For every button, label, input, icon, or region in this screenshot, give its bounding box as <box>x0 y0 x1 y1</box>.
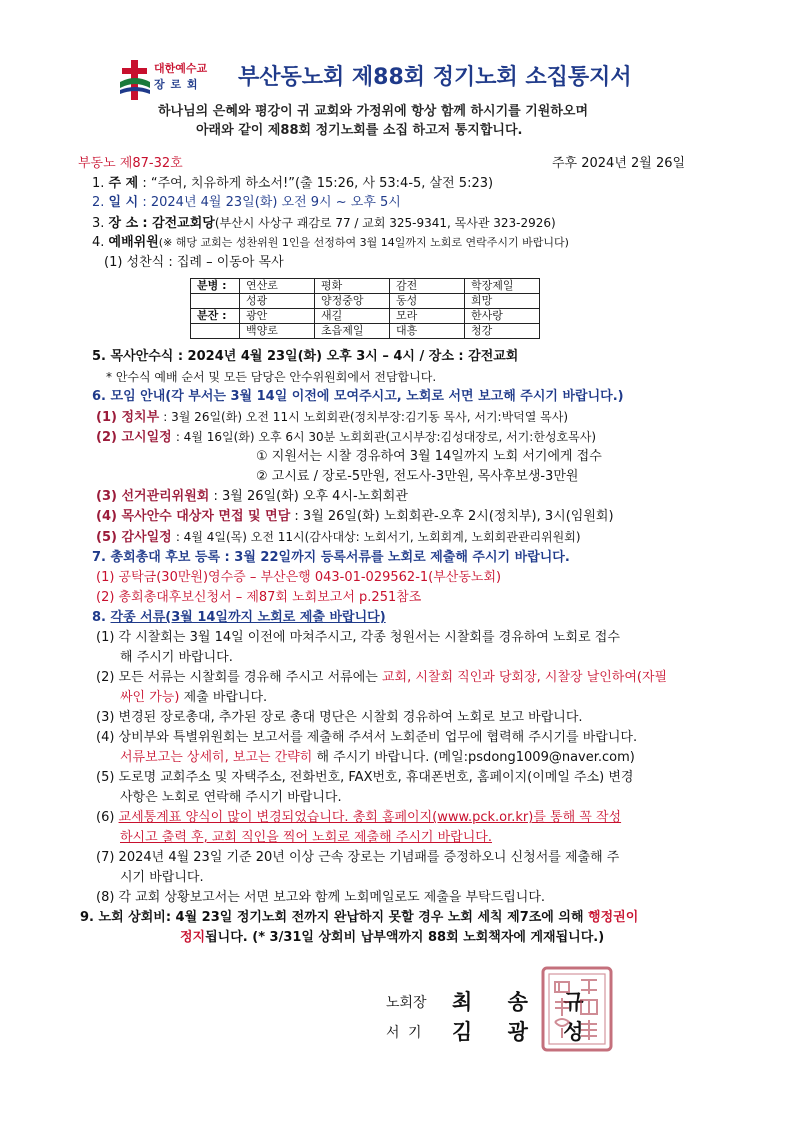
table-cell: 새길 <box>315 309 390 324</box>
clerk-title: 서 기 <box>386 1025 424 1041</box>
meeting-text: : 3월 26일(화) 노회회관-오후 2시(정치부), 3시(임원회) <box>294 509 614 524</box>
table-cell: 광안 <box>240 309 315 324</box>
name-char: 최 <box>452 989 473 1014</box>
meeting-exam <box>96 428 596 447</box>
venue-name: : 감전교회당 <box>142 216 215 231</box>
rule-emphasis: 교회, 시찰회 직인과 당회장, 시찰장 날인하여(자필 <box>381 670 668 685</box>
table-cell: 감전 <box>390 279 465 294</box>
document-rule-6b: 하시고 출력 후, 교회 직인을 찍어 노회로 제출해 주시기 바랍니다. <box>120 830 492 845</box>
issue-date: 주후 2024년 2월 26일 <box>552 156 686 171</box>
rule-emphasis: 교세통계표 양식이 많이 변경되었습니다. 총회 홈페이지(www.pck.or.kr)를 통해 꼭 작성 <box>118 810 622 825</box>
item-number: 6. <box>92 389 106 404</box>
table-row <box>191 294 540 309</box>
item-heading-detail: 3월 22일까지 등록서류를 노회로 제출해 주시기 바랍니다. <box>234 550 570 565</box>
item-label: 장 소 <box>108 216 139 231</box>
intro-line-1: 하나님의 은혜와 평강이 귀 교회와 가정위에 항상 함께 하시기를 기원하오며 <box>158 104 589 119</box>
intro-line-2: 아래와 같이 제88회 정기노회를 소집 하고저 통지합니다. <box>196 123 523 138</box>
document-rule-8: (8) 각 교회 상황보고서는 서면 보고와 함께 노회메일로도 제출을 부탁드립니다. <box>96 890 546 905</box>
meeting-label: (2) 고시일정 <box>96 430 172 445</box>
table-cell: 연산로 <box>240 279 315 294</box>
table-cell: 희망 <box>465 294 540 309</box>
venue-address: (부산시 사상구 괘감로 77 / 교회 325-9341, 목사관 323-2926) <box>214 216 556 230</box>
logo-text-line1: 대한예수교 <box>154 62 208 75</box>
item-number: 5. <box>92 349 106 364</box>
rule-emphasis: 싸인 가능) <box>120 690 180 705</box>
name-char: 성 <box>563 1019 584 1044</box>
document-title: 부산동노회 제88회 정기노회 소집통지서 <box>238 65 632 90</box>
item-8 <box>92 609 386 627</box>
name-char: 규 <box>563 989 584 1014</box>
item-2 <box>92 194 401 212</box>
candidate-requirement-1: (1) 공탁금(30만원)영수증 – 부산은행 043-01-029562-1(부산동노회) <box>96 570 502 585</box>
item-label: 일 시 <box>108 195 139 210</box>
table-row <box>191 309 540 324</box>
meeting-label: (3) 선거관리위원회 <box>96 489 210 504</box>
meeting-text: : 4월 16일(화) 오후 6시 30분 노회회관(고시부장:김성대장로, 서기:한성호목사) <box>175 430 596 444</box>
item-1 <box>92 175 493 193</box>
president-title: 노회장 <box>386 995 427 1011</box>
document-rule-6a <box>96 809 621 827</box>
item-label: 예배위원 <box>108 235 159 250</box>
name-char: 광 <box>507 1019 528 1044</box>
document-rule-5b: 사항은 노회로 연락해 주시기 바랍니다. <box>120 790 342 805</box>
denomination-logo <box>118 58 152 102</box>
table-cell: 초읍제일 <box>315 324 390 339</box>
table-cell: 동성 <box>390 294 465 309</box>
item-heading: 모임 안내(각 부서는 3월 14일 이전에 모여주시고, 노회로 서면 보고해 주시기 바랍니다.) <box>110 389 624 404</box>
communion-officiant: (1) 성찬식 : 집례 – 이동아 목사 <box>104 255 284 270</box>
meeting-label: (1) 정치부 <box>96 410 160 425</box>
item-number: 9. <box>80 910 94 925</box>
item-text: 목사안수식 : 2024년 4월 23일(화) 오후 3시 – 4시 / 장소 : 감전교회 <box>110 349 519 364</box>
item-text: 됩니다. (* 3/31일 상회비 납부액까지 88회 노회책자에 게재됩니다.) <box>205 930 605 945</box>
meeting-audit <box>96 528 581 547</box>
item-number: 4. <box>92 235 105 250</box>
rule-emphasis: 서류보고는 상세히, 보고는 간략히 <box>120 750 313 765</box>
item-note: (※ 해당 교회는 성찬위원 1인을 선정하여 3월 14일까지 노회로 연락주시기 바랍니다) <box>158 236 569 249</box>
document-rule-2a <box>96 669 667 687</box>
table-cell: 모라 <box>390 309 465 324</box>
table-cell: 백양로 <box>240 324 315 339</box>
meeting-election <box>96 488 408 506</box>
document-number: 부동노 제87-32호 <box>78 156 183 171</box>
table-header-cup: 분잔 : <box>191 309 240 324</box>
item-text: : 2024년 4월 23일(화) 오전 9시 ~ 오후 5시 <box>142 195 401 210</box>
communion-assignment-table <box>190 278 540 339</box>
ordination-note: * 안수식 예배 순서 및 모든 담당은 안수위원회에서 전담합니다. <box>106 370 437 384</box>
rule-text: (6) <box>96 810 119 825</box>
name-char: 김 <box>452 1019 473 1044</box>
document-rule-4b <box>120 749 635 767</box>
document-rule-7a: (7) 2024년 4월 23일 기준 20년 이상 근속 장로는 기념패를 증정하오니 신청서를 제출해 주 <box>96 850 620 865</box>
table-cell: 한사랑 <box>465 309 540 324</box>
item-number: 8. <box>92 610 106 625</box>
document-rule-1a: (1) 각 시찰회는 3월 14일 이전에 마쳐주시고, 각종 청원서는 시찰회를 경유하여 노회로 접수 <box>96 630 620 645</box>
item-number: 3. <box>92 216 105 231</box>
item-7 <box>92 549 570 567</box>
table-cell: 양정중앙 <box>315 294 390 309</box>
table-cell: 성광 <box>240 294 315 309</box>
name-char: 송 <box>507 989 528 1014</box>
cross-emblem-icon <box>118 58 152 102</box>
exam-detail-1: ① 지원서는 시찰 경유하여 3월 14일까지 노회 서기에게 접수 <box>256 449 602 464</box>
item-number: 7. <box>92 550 106 565</box>
meeting-text: : 4월 4일(목) 오전 11시(감사대상: 노회서기, 노회회계, 노회회관관리위원회) <box>175 530 581 544</box>
item-9-continued <box>180 929 604 947</box>
item-emphasis: 정지 <box>180 930 206 945</box>
item-text: : “주여, 치유하게 하소서!”(출 15:26, 사 53:4-5, 살전 5:23) <box>142 176 494 191</box>
official-seal-stamp <box>541 966 613 1052</box>
meeting-text: : 3월 26일(화) 오후 4시-노회회관 <box>213 489 408 504</box>
seal-icon <box>541 966 613 1052</box>
table-row <box>191 279 540 294</box>
document-rule-1b: 해 주시기 바랍니다. <box>120 650 233 665</box>
meeting-label: (4) 목사안수 대상자 면접 및 면담 <box>96 509 291 524</box>
rule-text: 해 주시기 바랍니다. (메일:psdong1009@naver.com) <box>312 750 635 765</box>
table-cell: 대흥 <box>390 324 465 339</box>
document-rule-7b: 시기 바랍니다. <box>120 870 204 885</box>
candidate-requirement-2: (2) 총회총대후보신청서 – 제87회 노회보고서 p.251참조 <box>96 590 422 605</box>
meeting-label: (5) 감사일정 <box>96 530 172 545</box>
item-9 <box>80 909 638 927</box>
item-text: 노회 상회비: 4월 23일 정기노회 전까지 완납하지 못할 경우 노회 세칙 제7조에 의해 <box>98 910 589 925</box>
item-5 <box>92 348 518 366</box>
meeting-politics <box>96 408 568 427</box>
meeting-interview <box>96 508 614 526</box>
table-cell: 학장제일 <box>465 279 540 294</box>
meeting-text: : 3월 26일(화) 오전 11시 노회회관(정치부장:김기동 목사, 서기:박덕열 목사) <box>163 410 569 424</box>
item-emphasis: 행정권이 <box>588 910 639 925</box>
table-cell: 평화 <box>315 279 390 294</box>
item-3 <box>92 214 556 233</box>
item-number: 1. <box>92 176 105 191</box>
rule-text: 제출 바랍니다. <box>179 690 268 705</box>
item-number: 2. <box>92 195 105 210</box>
rule-text: (2) 모든 서류는 시찰회를 경유해 주시고 서류에는 <box>96 670 382 685</box>
item-heading: 총회총대 후보 등록 : <box>110 550 230 565</box>
table-cell: 청강 <box>465 324 540 339</box>
item-6 <box>92 388 624 406</box>
document-rule-3: (3) 변경된 장로총대, 추가된 장로 총대 명단은 시찰회 경유하여 노회로 보고 바랍니다. <box>96 710 583 725</box>
item-4 <box>92 234 569 252</box>
document-rule-4a: (4) 상비부와 특별위원회는 보고서를 제출해 주셔서 노회준비 업무에 협력해 주시기를 바랍니다. <box>96 730 638 745</box>
document-rule-2b <box>120 689 267 707</box>
item-heading: 각종 서류(3월 14일까지 노회로 제출 바랍니다) <box>110 610 386 625</box>
document-rule-5a: (5) 도로명 교회주소 및 자택주소, 전화번호, FAX번호, 휴대폰번호, 홈페이지(이메일 주소) 변경 <box>96 770 634 785</box>
table-row <box>191 324 540 339</box>
exam-detail-2: ② 고시료 / 장로-5만원, 전도사-3만원, 목사후보생-3만원 <box>256 469 579 484</box>
logo-text-line2: 장 로 회 <box>154 78 199 91</box>
item-label: 주 제 <box>108 176 139 191</box>
table-header-bread: 분병 : <box>191 279 240 294</box>
